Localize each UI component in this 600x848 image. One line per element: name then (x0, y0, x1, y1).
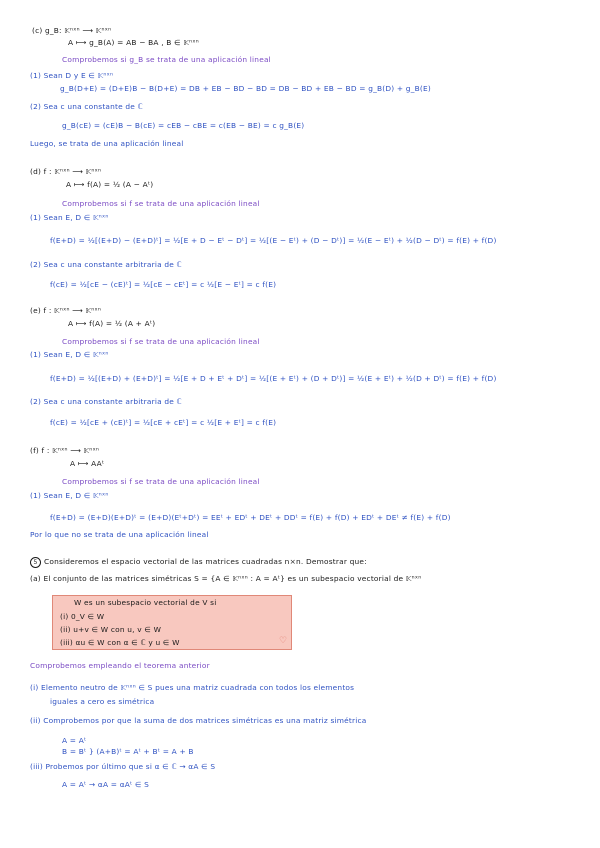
line-d-1: (1) Sean E, D ∈ 𝕂ⁿˣⁿ (30, 213, 109, 222)
line-c-1: (1) Sean D y E ∈ 𝕂ⁿˣⁿ (30, 71, 114, 80)
line-d-1-eq: f(E+D) = ½[(E+D) − (E+D)ᵗ] = ½[E + D − Eᵗ − Dᵗ] = ½[(E − Eᵗ) + (D − Dᵗ)] = ½(E − Eᵗ) + ½(D − Dᵗ) = f(E) + f(D) (50, 236, 497, 245)
line-e-1-eq: f(E+D) = ½[(E+D) + (E+D)ᵗ] = ½[E + D + Eᵗ + Dᵗ] = ½[(E + Eᵗ) + (D + Dᵗ)] = ½(E + Eᵗ) + ½(D + Dᵗ) = f(E) + f(D) (50, 374, 497, 383)
line-c-map: (c) g_B: 𝕂ⁿˣⁿ ⟶ 𝕂ⁿˣⁿ (32, 26, 112, 35)
line-d-2-eq: f(cE) = ½[cE − (cE)ᵗ] = ½[cE − cEᵗ] = c ½[E − Eᵗ] = c f(E) (50, 280, 277, 289)
line-5-check: Comprobemos empleando el teorema anterior (30, 661, 210, 670)
line-f-1-eq: f(E+D) = (E+D)(E+D)ᵗ = (E+D)(Eᵗ+Dᵗ) = EEᵗ + EDᵗ + DEᵗ + DDᵗ = f(E) + f(D) + EDᵗ + DEᵗ ≠ f(E) + f(D) (50, 513, 451, 522)
line-f-1: (1) Sean E, D ∈ 𝕂ⁿˣⁿ (30, 491, 109, 500)
line-c-1-eq: g_B(D+E) = (D+E)B − B(D+E) = DB + EB − BD − BD = DB − BD + EB − BD = g_B(D) + g_B(E) (60, 84, 431, 93)
line-e-2: (2) Sea c una constante arbitraria de ℂ (30, 397, 182, 406)
line-f-conc: Por lo que no se trata de una aplicación lineal (30, 530, 209, 539)
line-c-2: (2) Sea c una constante de ℂ (30, 102, 143, 111)
line-5-header: 5 Consideremos el espacio vectorial de las matrices cuadradas n×n. Demostrar que: (30, 557, 367, 568)
line-5-i: (i) Elemento neutro de 𝕂ⁿˣⁿ ∈ S pues una matriz cuadrada con todos los elementos (30, 683, 355, 692)
line-5-ii-a: A = Aᵗ (62, 736, 87, 745)
line-c-def: A ⟼ g_B(A) = AB − BA , B ∈ 𝕂ⁿˣⁿ (68, 38, 199, 47)
box-cond-2: (ii) u+v ∈ W con u, v ∈ W (60, 625, 162, 634)
box-title: W es un subespacio vectorial de V si (74, 598, 217, 607)
box-cond-3: (iii) αu ∈ W con α ∈ ℂ y u ∈ W (60, 638, 180, 647)
line-c-check: Comprobemos si g_B se trata de una aplicación lineal (62, 55, 271, 64)
box-cond-1: (i) 0_V ∈ W (60, 612, 105, 621)
line-5-ii: (ii) Comprobemos por que la suma de dos matrices simétricas es una matriz simétrica (30, 716, 367, 725)
line-5-a: (a) El conjunto de las matrices simétricas S = {A ∈ 𝕂ⁿˣⁿ : A = Aᵗ} es un subespacio vectorial de 𝕂ⁿˣⁿ (30, 574, 422, 583)
heart-icon: ♡ (279, 636, 288, 646)
line-d-map: (d) f : 𝕂ⁿˣⁿ ⟶ 𝕂ⁿˣⁿ (30, 167, 102, 176)
line-5-iii: (iii) Probemos por último que si α ∈ ℂ → αA ∈ S (30, 762, 216, 771)
line-d-2: (2) Sea c una constante arbitraria de ℂ (30, 260, 182, 269)
line-e-map: (e) f : 𝕂ⁿˣⁿ ⟶ 𝕂ⁿˣⁿ (30, 306, 102, 315)
line-e-1: (1) Sean E, D ∈ 𝕂ⁿˣⁿ (30, 350, 109, 359)
line-f-check: Comprobemos si f se trata de una aplicación lineal (62, 477, 260, 486)
line-c-2-eq: g_B(cE) = (cE)B − B(cE) = cEB − cBE = c(EB − BE) = c g_B(E) (62, 121, 305, 130)
line-f-def: A ⟼ AAᵗ (70, 459, 105, 468)
line-e-check: Comprobemos si f se trata de una aplicación lineal (62, 337, 260, 346)
line-5-i-cont: iguales a cero es simétrica (50, 697, 155, 706)
line-c-conc: Luego, se trata de una aplicación lineal (30, 139, 184, 148)
section-number-badge: 5 (30, 557, 41, 568)
line-5-iii-eq: A = Aᵗ → αA = αAᵗ ∈ S (62, 780, 150, 789)
line-5-ii-b: B = Bᵗ } (A+B)ᵗ = Aᵗ + Bᵗ = A + B (62, 747, 194, 756)
line-d-check: Comprobemos si f se trata de una aplicación lineal (62, 199, 260, 208)
line-d-def: A ⟼ f(A) = ½ (A − Aᵗ) (66, 180, 154, 189)
line-f-map: (f) f : 𝕂ⁿˣⁿ ⟶ 𝕂ⁿˣⁿ (30, 446, 100, 455)
line-e-def: A ⟼ f(A) = ½ (A + Aᵗ) (68, 319, 156, 328)
line-e-2-eq: f(cE) = ½[cE + (cE)ᵗ] = ½[cE + cEᵗ] = c ½[E + Eᵗ] = c f(E) (50, 418, 277, 427)
